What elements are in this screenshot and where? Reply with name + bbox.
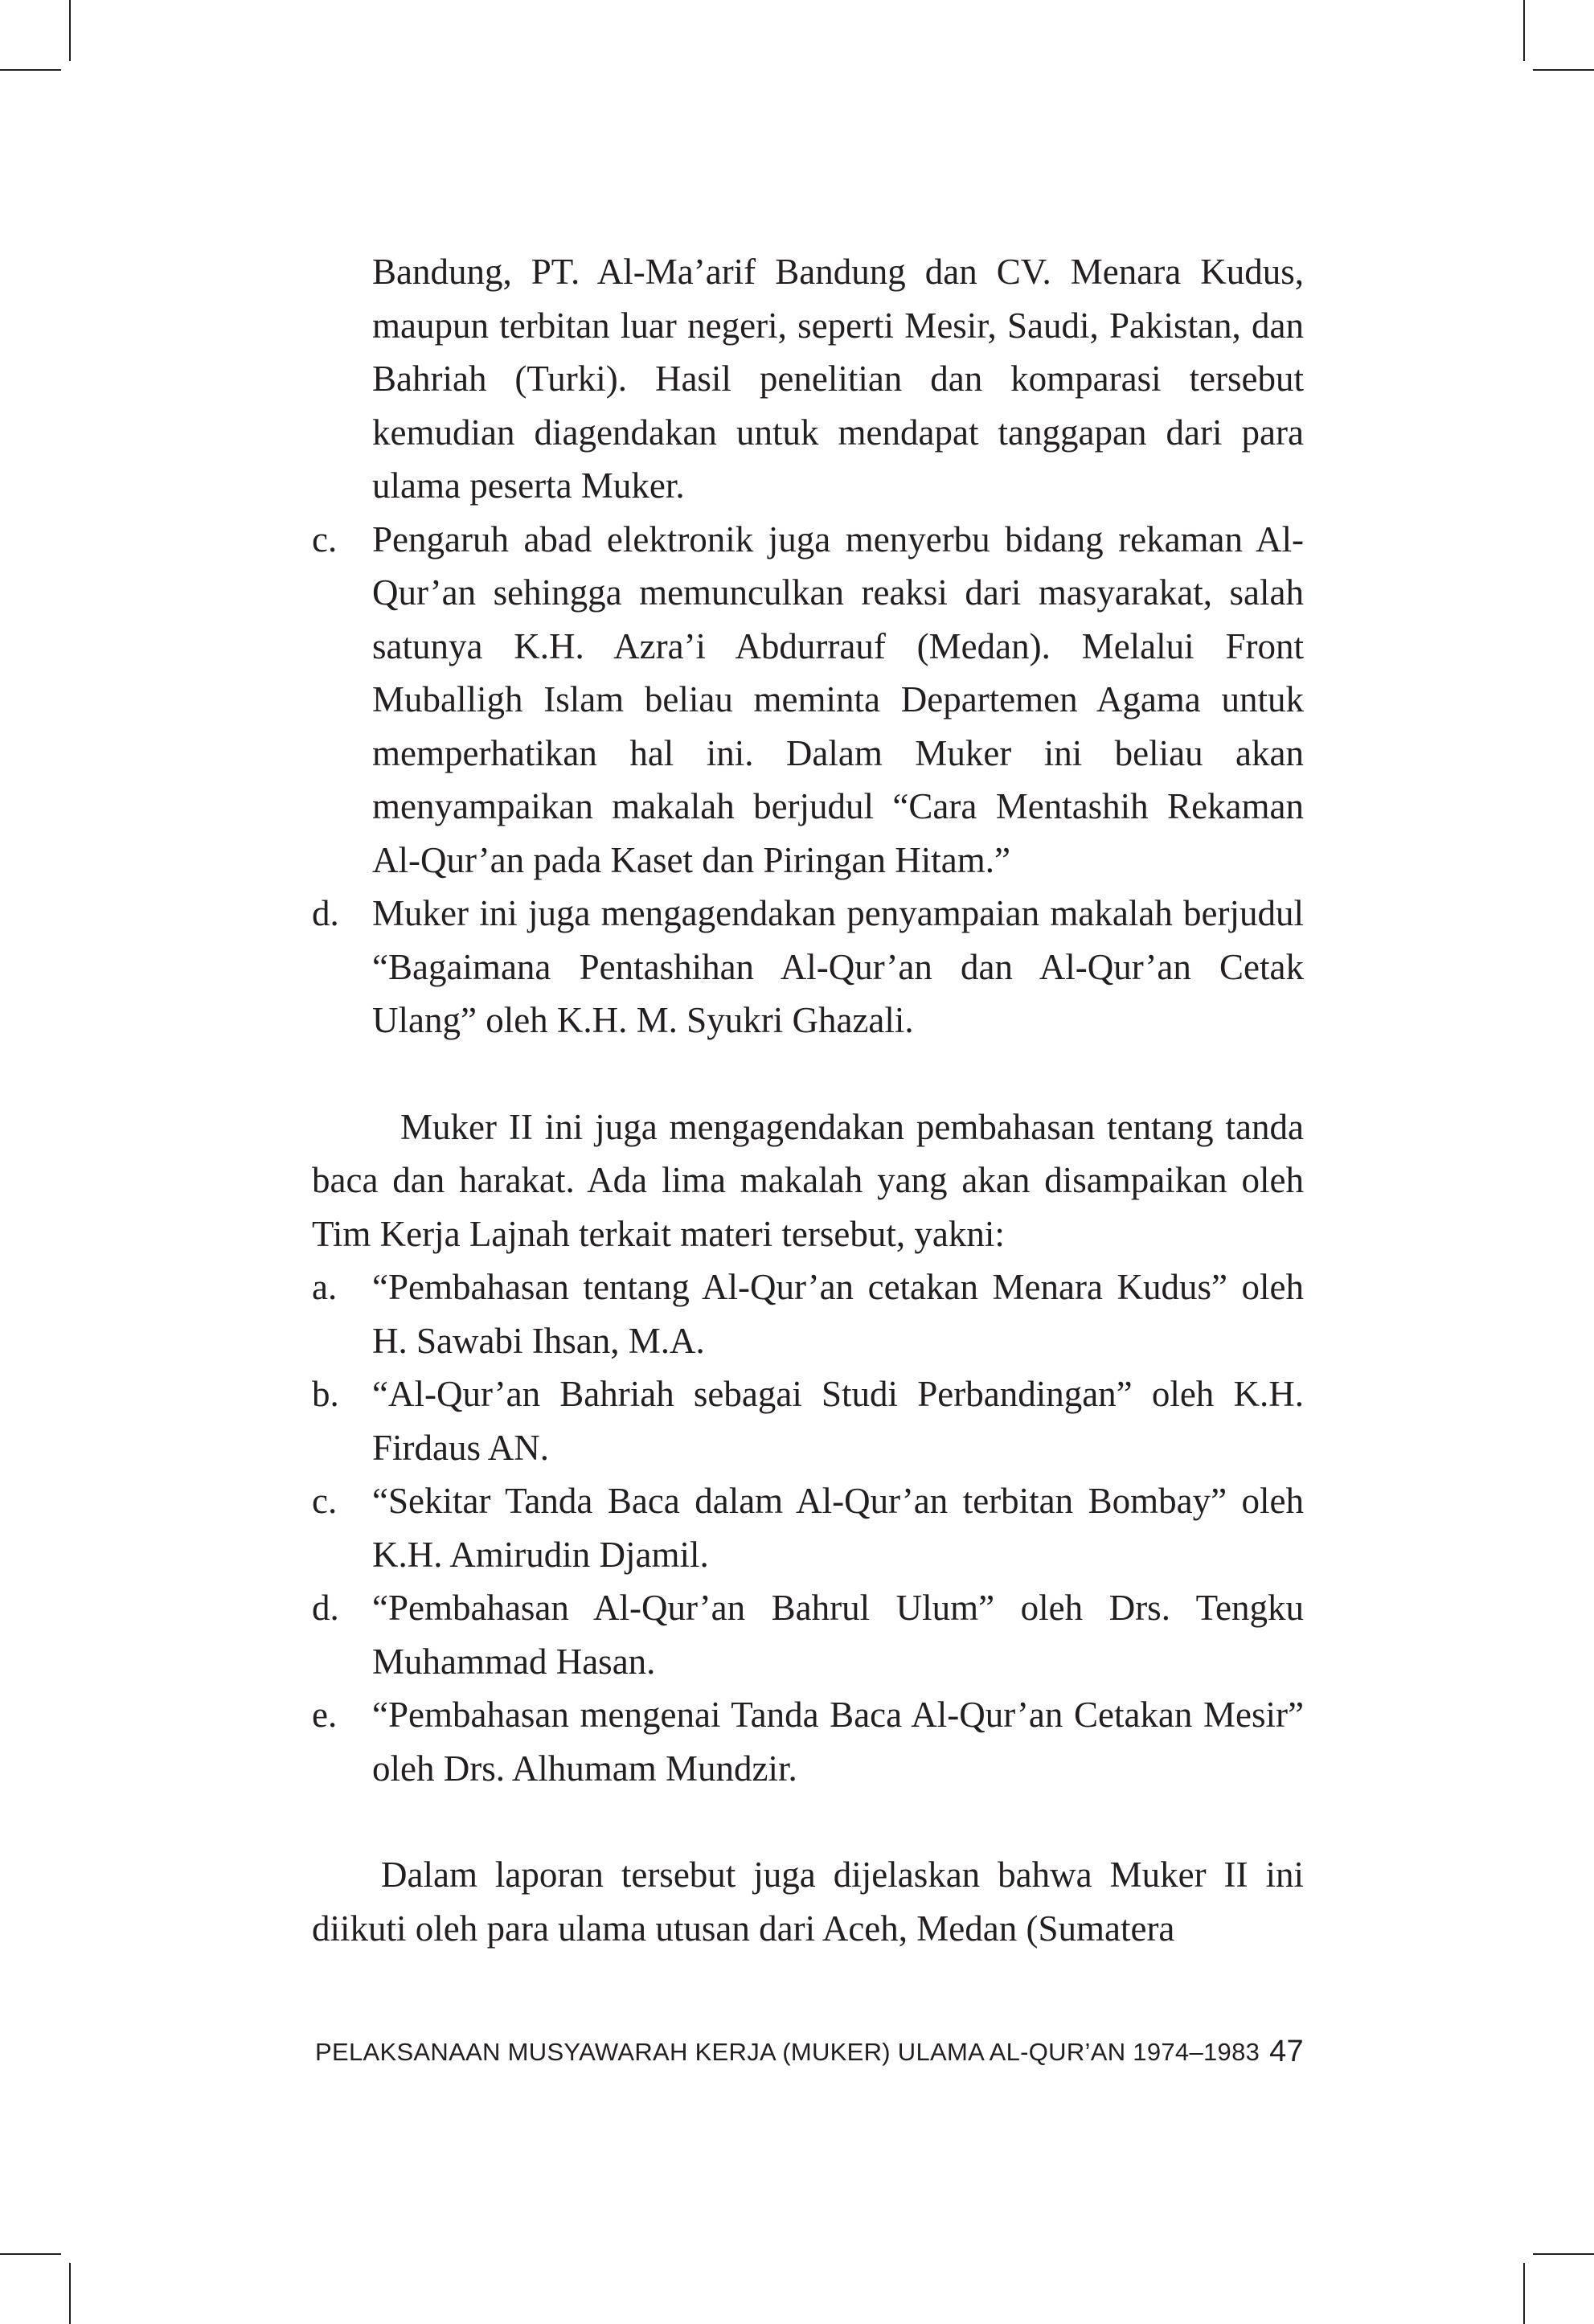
list-item-text: “Sekitar Tanda Baca dalam Al-Qur’an terbitan Bombay” oleh K.H. Amirudin Djamil. xyxy=(372,1481,1304,1575)
running-title: PELAKSANAAN MUSYAWARAH KERJA (MUKER) ULAMA AL-QUR’AN 1974–1983 xyxy=(315,2038,1260,2066)
body-paragraph: Dalam laporan tersebut juga dijelaskan bahwa Muker II ini diikuti oleh para ulama utusan dari Aceh, Medan (Sumatera xyxy=(312,1855,1304,1949)
list-marker: b. xyxy=(312,1374,339,1414)
agenda-list-1 xyxy=(312,513,1304,1047)
list-item xyxy=(312,1688,1304,1795)
crop-mark-bottom-left xyxy=(69,2263,71,2324)
body-paragraph: Muker II ini juga mengagendakan pembahasan tentang tanda baca dan harakat. Ada lima makalah yang akan disampaikan oleh Tim Kerja Lajnah terkait materi tersebut, yakni: xyxy=(312,1106,1304,1254)
crop-mark-bottom-right-horizontal xyxy=(1533,2253,1594,2255)
crop-mark-top-left-horizontal xyxy=(0,69,61,71)
list-item-text: “Pembahasan tentang Al-Qur’an cetakan Menara Kudus” oleh H. Sawabi Ihsan, M.A. xyxy=(372,1267,1304,1361)
list-item-text: “Pembahasan Al-Qur’an Bahrul Ulum” oleh Drs. Tengku Muhammad Hasan. xyxy=(372,1588,1304,1682)
list-item xyxy=(312,513,1304,887)
page-body xyxy=(312,245,1304,1955)
list-item xyxy=(312,1581,1304,1688)
list-item-text: Pengaruh abad elektronik juga menyerbu bidang rekaman Al-Qur’an sehingga memunculkan reaksi dari masyarakat, salah satunya K.H. Azra’i Abdurrauf (Medan). Melalui Front Muballigh Islam beliau meminta Departemen Agama untuk memperhatikan hal ini. Dalam Muker ini beliau akan menyampaikan makalah berjudul “Cara Mentashih Rekaman Al-Qur’an pada Kaset dan Piringan Hitam.” xyxy=(372,518,1304,880)
crop-mark-top-left xyxy=(69,0,71,61)
list-marker: c. xyxy=(312,1481,338,1521)
list-item-text: “Pembahasan mengenai Tanda Baca Al-Qur’an Cetakan Mesir” oleh Drs. Alhumam Mundzir. xyxy=(372,1695,1304,1789)
paragraph-gap xyxy=(312,1047,1304,1101)
continued-list-text: Bandung, PT. Al-Ma’arif Bandung dan CV. Menara Kudus, maupun terbitan luar negeri, seperti Mesir, Saudi, Pakistan, dan Bahriah (Turki). Hasil penelitian dan komparasi tersebut kemudian diagendakan untuk mendapat tanggapan dari para ulama peserta Muker. xyxy=(372,252,1304,506)
list-item-text: Muker ini juga mengagendakan penyampaian makalah berjudul “Bagaimana Pentashihan Al-Qur’an dan Al-Qur’an Cetak Ulang” oleh K.H. M. Syukri Ghazali. xyxy=(372,893,1304,1040)
list-marker: d. xyxy=(312,1588,339,1628)
list-marker: e. xyxy=(312,1695,338,1735)
crop-mark-bottom-right xyxy=(1523,2263,1525,2324)
paragraph-gap xyxy=(312,1795,1304,1848)
papers-list xyxy=(312,1260,1304,1795)
crop-mark-bottom-left-horizontal xyxy=(0,2253,61,2255)
list-item xyxy=(312,1260,1304,1367)
crop-mark-top-right xyxy=(1523,0,1525,61)
list-marker: d. xyxy=(312,893,339,933)
list-item-text: “Al-Qur’an Bahriah sebagai Studi Perbandingan” oleh K.H. Firdaus AN. xyxy=(372,1374,1304,1468)
list-marker: a. xyxy=(312,1267,338,1307)
page-number: 47 xyxy=(1269,2035,1304,2068)
list-item xyxy=(312,1367,1304,1474)
list-item xyxy=(312,887,1304,1047)
crop-mark-top-right-horizontal xyxy=(1533,69,1594,71)
list-item xyxy=(312,1474,1304,1581)
list-marker: c. xyxy=(312,518,338,559)
